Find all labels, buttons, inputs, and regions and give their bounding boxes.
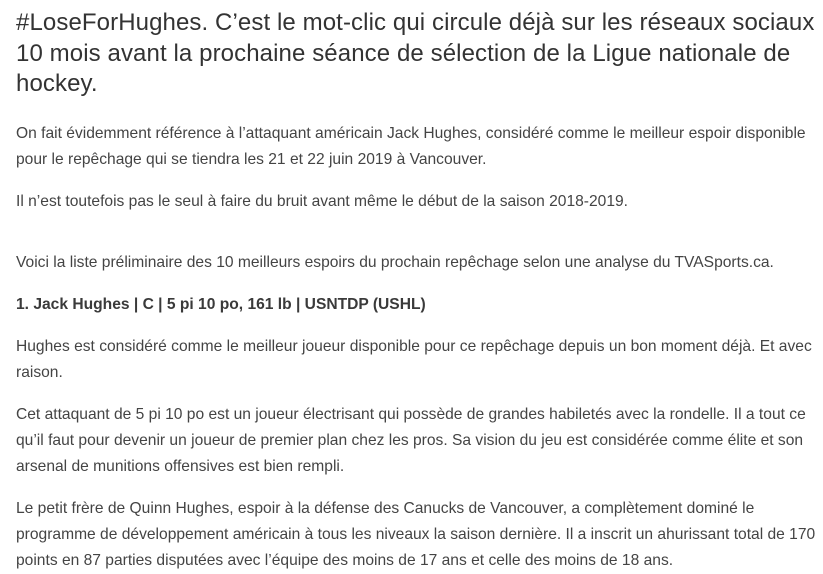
paragraph-noise: Il n’est toutefois pas le seul à faire du bruit avant même le début de la saison 2018-2019. (16, 192, 629, 210)
paragraph-intro: On fait évidemment référence à l’attaquant américain Jack Hughes, considéré comme le meilleur espoir disponible pour le repêchage qui se tiendra les 21 et 22 juin 2019 à Vancouver. (16, 124, 806, 168)
paragraph-hughes-skills: Cet attaquant de 5 pi 10 po est un joueur électrisant qui possède de grandes habiletés avec la rondelle. Il a tout ce qu’il faut pour devenir un joueur de premier plan chez les pros. Sa vision du jeu est considérée comme élite et son arsenal de munitions offensives est bien rempli. (16, 405, 806, 475)
article-headline: #LoseForHughes. C’est le mot-clic qui circule déjà sur les réseaux sociaux 10 mois avant la prochaine séance de sélection de la Ligue nationale de hockey. (16, 9, 815, 97)
paragraph-list-intro: Voici la liste préliminaire des 10 meilleurs espoirs du prochain repêchage selon une analyse du TVASports.ca. (16, 253, 774, 271)
article-body (16, 8, 816, 574)
paragraph-hughes-best: Hughes est considéré comme le meilleur joueur disponible pour ce repêchage depuis un bon moment déjà. Et avec raison. (16, 337, 812, 381)
ranking-item-1-heading: 1. Jack Hughes | C | 5 pi 10 po, 161 lb | USNTDP (USHL) (16, 295, 426, 313)
paragraph-hughes-brother: Le petit frère de Quinn Hughes, espoir à la défense des Canucks de Vancouver, a complètement dominé le programme de développement américain à tous les niveaux la saison dernière. Il a inscrit un ahurissant total de 170 points en 87 parties disputées avec l’équipe des moins de 17 ans et celle des moins de 18 ans. (16, 499, 816, 569)
